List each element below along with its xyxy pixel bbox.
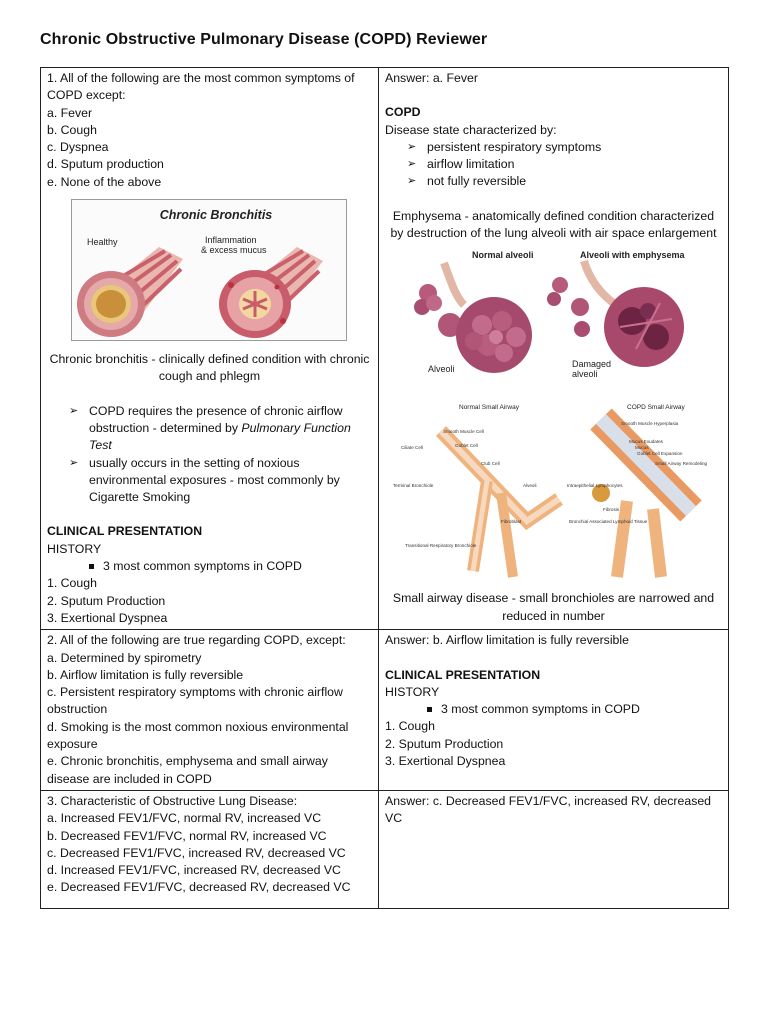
table-row <box>41 68 729 630</box>
list-item: ➢ persistent respiratory symptoms <box>407 139 722 156</box>
label: Goblet Cell <box>454 443 478 449</box>
label-damaged-alveoli: alveoli <box>571 369 598 380</box>
option: c. Dyspnea <box>47 140 109 155</box>
option: e. None of the above <box>47 174 162 189</box>
label: Mucus Exudates <box>628 439 663 445</box>
answer-cell-2 <box>379 630 729 791</box>
small-airway-caption: Small airway disease - small bronchioles are narrowed and reduced in number <box>392 591 715 623</box>
label: Smooth Muscle Cell <box>442 429 484 435</box>
list-item: 3 most common symptoms in COPD <box>87 558 372 575</box>
question-text: 3. Characteristic of Obstructive Lung Disease: <box>47 793 298 808</box>
option: d. Sputum production <box>47 157 164 172</box>
page-title: Chronic Obstructive Pulmonary Disease (COPD) Reviewer <box>40 31 488 48</box>
table-row <box>41 630 729 791</box>
label-normal-airway: Normal Small Airway <box>458 404 519 412</box>
label: Smooth Muscle Hyperplasia <box>620 421 678 427</box>
emphysema-caption: Emphysema - anatomically defined condition characterized by destruction of the lung alveoli with air space enlargement <box>390 208 717 241</box>
option: d. Smoking is the most common noxious environmental exposure <box>47 719 349 752</box>
label: Terminal Bronchiole <box>392 483 433 489</box>
option: b. Airflow limitation is fully reversible <box>47 667 244 682</box>
list-item: ➢ usually occurs in the setting of noxious environmental exposures - most commonly by Cigarette Smoking <box>69 455 372 507</box>
symptoms-intro-list <box>385 701 722 718</box>
option: a. Fever <box>47 105 93 120</box>
list-item: ➢ not fully reversible <box>407 173 722 190</box>
symptom: 2. Sputum Production <box>385 736 504 751</box>
copd-notes-list <box>47 403 372 507</box>
option: c. Persistent respiratory symptoms with chronic airflow obstruction <box>47 685 343 717</box>
pulmonary-function-test: Pulmonary Function Test <box>89 420 351 453</box>
answer-cell-3 <box>379 790 729 908</box>
list-item: ➢ airflow limitation <box>407 156 722 173</box>
bronchitis-caption: Chronic bronchitis - clinically defined condition with chronic cough and phlegm <box>49 352 370 384</box>
definition-text: Disease state characterized by: <box>385 122 557 137</box>
subheading: HISTORY <box>385 684 440 699</box>
label: Alveoli <box>522 483 537 489</box>
option: e. Decreased FEV1/FVC, decreased RV, decreased VC <box>47 880 351 895</box>
label: Small Airway Remodeling <box>654 461 707 467</box>
label: Goblet Cell Expansion <box>636 451 682 457</box>
label-inflammation: Inflammation <box>205 235 257 246</box>
label-mucus: & excess mucus <box>201 245 267 256</box>
label: Intraepithelial Lymphocytes <box>566 483 622 489</box>
label: Fibrosis <box>602 507 619 513</box>
question-cell-2 <box>41 630 379 791</box>
alveoli-figure <box>404 245 704 387</box>
question-text: 1. All of the following are the most common symptoms of COPD except: <box>47 71 355 103</box>
label-healthy: Healthy <box>87 237 118 248</box>
table-row <box>41 790 729 908</box>
answer-cell-1 <box>379 68 729 630</box>
answer-text: Answer: a. Fever <box>385 71 478 85</box>
symptom: 1. Cough <box>47 576 97 591</box>
label-damaged: Damaged <box>571 359 611 370</box>
reviewer-table <box>40 67 729 909</box>
label: Ciliate Cell <box>400 445 423 451</box>
label: Mucus <box>634 445 649 451</box>
section-heading: CLINICAL PRESENTATION <box>385 667 541 682</box>
chronic-bronchitis-figure <box>71 199 347 341</box>
symptoms-intro-list <box>47 558 372 575</box>
copd-characteristics-list <box>385 139 722 191</box>
symptom: 2. Sputum Production <box>47 593 166 608</box>
section-heading: COPD <box>385 105 421 120</box>
option: c. Decreased FEV1/FVC, increased RV, decreased VC <box>47 845 346 860</box>
figure-title: Chronic Bronchitis <box>159 208 273 223</box>
subheading: HISTORY <box>47 541 102 556</box>
answer-text: Answer: c. Decreased FEV1/FVC, increased RV, decreased VC <box>385 793 712 826</box>
label-alveoli: Alveoli <box>427 364 455 375</box>
option: a. Determined by spirometry <box>47 650 202 665</box>
label-emphysema-alveoli: Alveoli with emphysema <box>579 250 685 261</box>
section-heading: CLINICAL PRESENTATION <box>47 524 203 539</box>
option: e. Chronic bronchitis, emphysema and small airway disease are included in COPD <box>47 754 328 786</box>
question-cell-3 <box>41 790 379 908</box>
option: a. Increased FEV1/FVC, normal RV, increased VC <box>47 811 322 826</box>
option: b. Decreased FEV1/FVC, normal RV, increased VC <box>47 828 327 843</box>
question-text: 2. All of the following are true regarding COPD, except: <box>47 633 346 648</box>
symptom: 1. Cough <box>385 719 435 734</box>
question-cell-1 <box>41 68 379 630</box>
label-normal-alveoli: Normal alveoli <box>471 250 534 261</box>
symptom: 3. Exertional Dyspnea <box>385 754 506 769</box>
label: Fibroblast <box>500 519 521 525</box>
small-airway-figure <box>391 401 717 583</box>
list-item: 3 most common symptoms in COPD <box>425 701 722 718</box>
option: b. Cough <box>47 122 97 137</box>
symptom: 3. Exertional Dyspnea <box>47 610 168 625</box>
answer-text: Answer: b. Airflow limitation is fully reversible <box>385 633 629 648</box>
label: Bronchial Associated Lymphoid Tissue <box>568 519 647 525</box>
label-copd-airway: COPD Small Airway <box>626 404 685 412</box>
label: Club Cell <box>480 461 500 467</box>
list-item: ➢ COPD requires the presence of chronic airflow obstruction - determined by Pulmonary Function Test <box>69 403 372 455</box>
label: Transitional Respiratory Bronchiole <box>404 543 476 549</box>
option: d. Increased FEV1/FVC, increased RV, decreased VC <box>47 863 341 878</box>
